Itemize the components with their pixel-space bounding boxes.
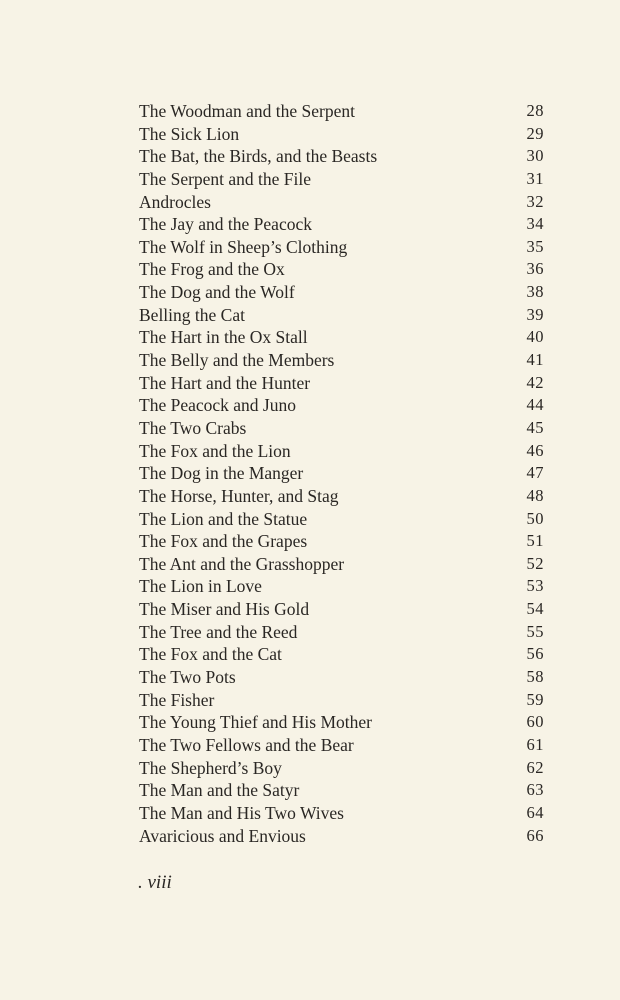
toc-entry-title: The Dog and the Wolf: [139, 282, 295, 303]
toc-entry-page-number: 41: [526, 350, 544, 370]
toc-entry: [139, 508, 544, 531]
toc-entry: [139, 598, 544, 621]
toc-entry: [139, 326, 544, 349]
toc-entry: [139, 236, 544, 259]
toc-entry-page-number: 46: [526, 440, 544, 460]
toc-entry-page-number: 32: [526, 191, 544, 211]
toc-entry-page-number: 50: [526, 508, 544, 528]
toc-entry-title: The Fox and the Lion: [139, 440, 291, 461]
page-folio: . viii: [138, 872, 172, 893]
toc-entry-title: The Miser and His Gold: [139, 599, 310, 620]
toc-entry-title: The Fox and the Cat: [139, 644, 282, 665]
toc-entry-title: The Tree and the Reed: [139, 621, 298, 642]
toc-entry-page-number: 56: [526, 644, 544, 664]
toc-entry-title: The Lion and the Statue: [139, 508, 308, 529]
toc-entry-page-number: 48: [526, 485, 544, 505]
toc-entry-page-number: 61: [526, 734, 544, 754]
toc-entry: [139, 145, 544, 168]
toc-entry-page-number: 60: [526, 712, 544, 732]
toc-entry: [139, 689, 544, 712]
toc-entry-page-number: 58: [526, 667, 544, 687]
toc-entry: [139, 621, 544, 644]
toc-entry-title: The Lion in Love: [139, 576, 262, 597]
toc-entry-title: The Frog and the Ox: [139, 259, 285, 280]
toc-entry: [139, 530, 544, 553]
toc-entry-page-number: 59: [526, 689, 544, 709]
toc-entry: [139, 711, 544, 734]
toc-entry: [139, 553, 544, 576]
toc-entry-page-number: 62: [526, 757, 544, 777]
toc-entry-title: The Hart and the Hunter: [139, 372, 311, 393]
toc-entry: [139, 462, 544, 485]
toc-entry-page-number: 29: [526, 123, 544, 143]
toc-entry: [139, 349, 544, 372]
toc-entry-title: Androcles: [139, 191, 211, 212]
toc-entry-page-number: 53: [526, 576, 544, 596]
toc-entry-page-number: 36: [526, 259, 544, 279]
toc-entry-page-number: 28: [526, 101, 544, 120]
toc-entry-page-number: 39: [526, 304, 544, 324]
toc-entry-title: The Jay and the Peacock: [139, 214, 312, 235]
toc-entry-page-number: 30: [526, 146, 544, 166]
toc-entry-title: The Young Thief and His Mother: [139, 712, 372, 733]
toc-entry-title: The Peacock and Juno: [139, 395, 296, 416]
toc-entry-title: The Man and His Two Wives: [139, 802, 344, 823]
toc-entry: [139, 779, 544, 802]
table-of-contents: [139, 100, 544, 847]
toc-entry: [139, 757, 544, 780]
toc-entry-title: The Serpent and the File: [139, 168, 312, 189]
toc-entry-page-number: 45: [526, 417, 544, 437]
toc-entry: [139, 191, 544, 214]
toc-entry-page-number: 42: [526, 372, 544, 392]
toc-entry: [139, 643, 544, 666]
toc-entry-title: The Two Crabs: [139, 417, 247, 438]
toc-entry-page-number: 47: [526, 463, 544, 483]
toc-entry-page-number: 38: [526, 282, 544, 302]
toc-entry: [139, 417, 544, 440]
toc-entry-title: The Bat, the Birds, and the Beasts: [139, 146, 378, 167]
toc-entry-title: The Hart in the Ox Stall: [139, 327, 308, 348]
toc-entry: [139, 575, 544, 598]
toc-entry: [139, 304, 544, 327]
toc-entry-page-number: 64: [526, 802, 544, 822]
toc-entry-title: The Ant and the Grasshopper: [139, 553, 345, 574]
toc-entry: [139, 666, 544, 689]
toc-entry-page-number: 51: [526, 531, 544, 551]
toc-entry-title: The Belly and the Members: [139, 350, 335, 371]
toc-entry: [139, 825, 544, 848]
toc-entry: [139, 372, 544, 395]
toc-entry-title: The Two Fellows and the Bear: [139, 734, 354, 755]
toc-entry: [139, 100, 544, 123]
toc-entry: [139, 734, 544, 757]
toc-entry-title: The Man and the Satyr: [139, 780, 300, 801]
toc-entry-title: The Woodman and the Serpent: [139, 101, 355, 121]
toc-entry-title: The Wolf in Sheep’s Clothing: [139, 236, 348, 257]
toc-entry-title: Avaricious and Envious: [139, 825, 306, 846]
toc-entry-title: Belling the Cat: [139, 304, 245, 325]
toc-entry-title: The Horse, Hunter, and Stag: [139, 485, 339, 506]
toc-entry: [139, 440, 544, 463]
toc-entry-page-number: 44: [526, 395, 544, 415]
toc-entry-page-number: 31: [526, 168, 544, 188]
toc-entry: [139, 485, 544, 508]
toc-entry-title: The Fox and the Grapes: [139, 531, 308, 552]
toc-entry: [139, 123, 544, 146]
toc-entry-title: The Sick Lion: [139, 123, 240, 144]
toc-entry: [139, 168, 544, 191]
toc-entry: [139, 394, 544, 417]
toc-entry: [139, 213, 544, 236]
toc-entry-page-number: 66: [526, 825, 544, 845]
toc-entry-page-number: 63: [526, 780, 544, 800]
toc-entry: [139, 258, 544, 281]
toc-entry-page-number: 54: [526, 599, 544, 619]
toc-entry-page-number: 52: [526, 553, 544, 573]
toc-entry-page-number: 35: [526, 236, 544, 256]
toc-entry-page-number: 55: [526, 621, 544, 641]
toc-entry-page-number: 40: [526, 327, 544, 347]
toc-entry-title: The Two Pots: [139, 667, 236, 688]
toc-entry-page-number: 34: [526, 214, 544, 234]
toc-entry: [139, 802, 544, 825]
toc-entry-title: The Dog in the Manger: [139, 463, 304, 484]
toc-entry-title: The Fisher: [139, 689, 215, 710]
toc-entry-title: The Shepherd’s Boy: [139, 757, 282, 778]
toc-entry: [139, 281, 544, 304]
